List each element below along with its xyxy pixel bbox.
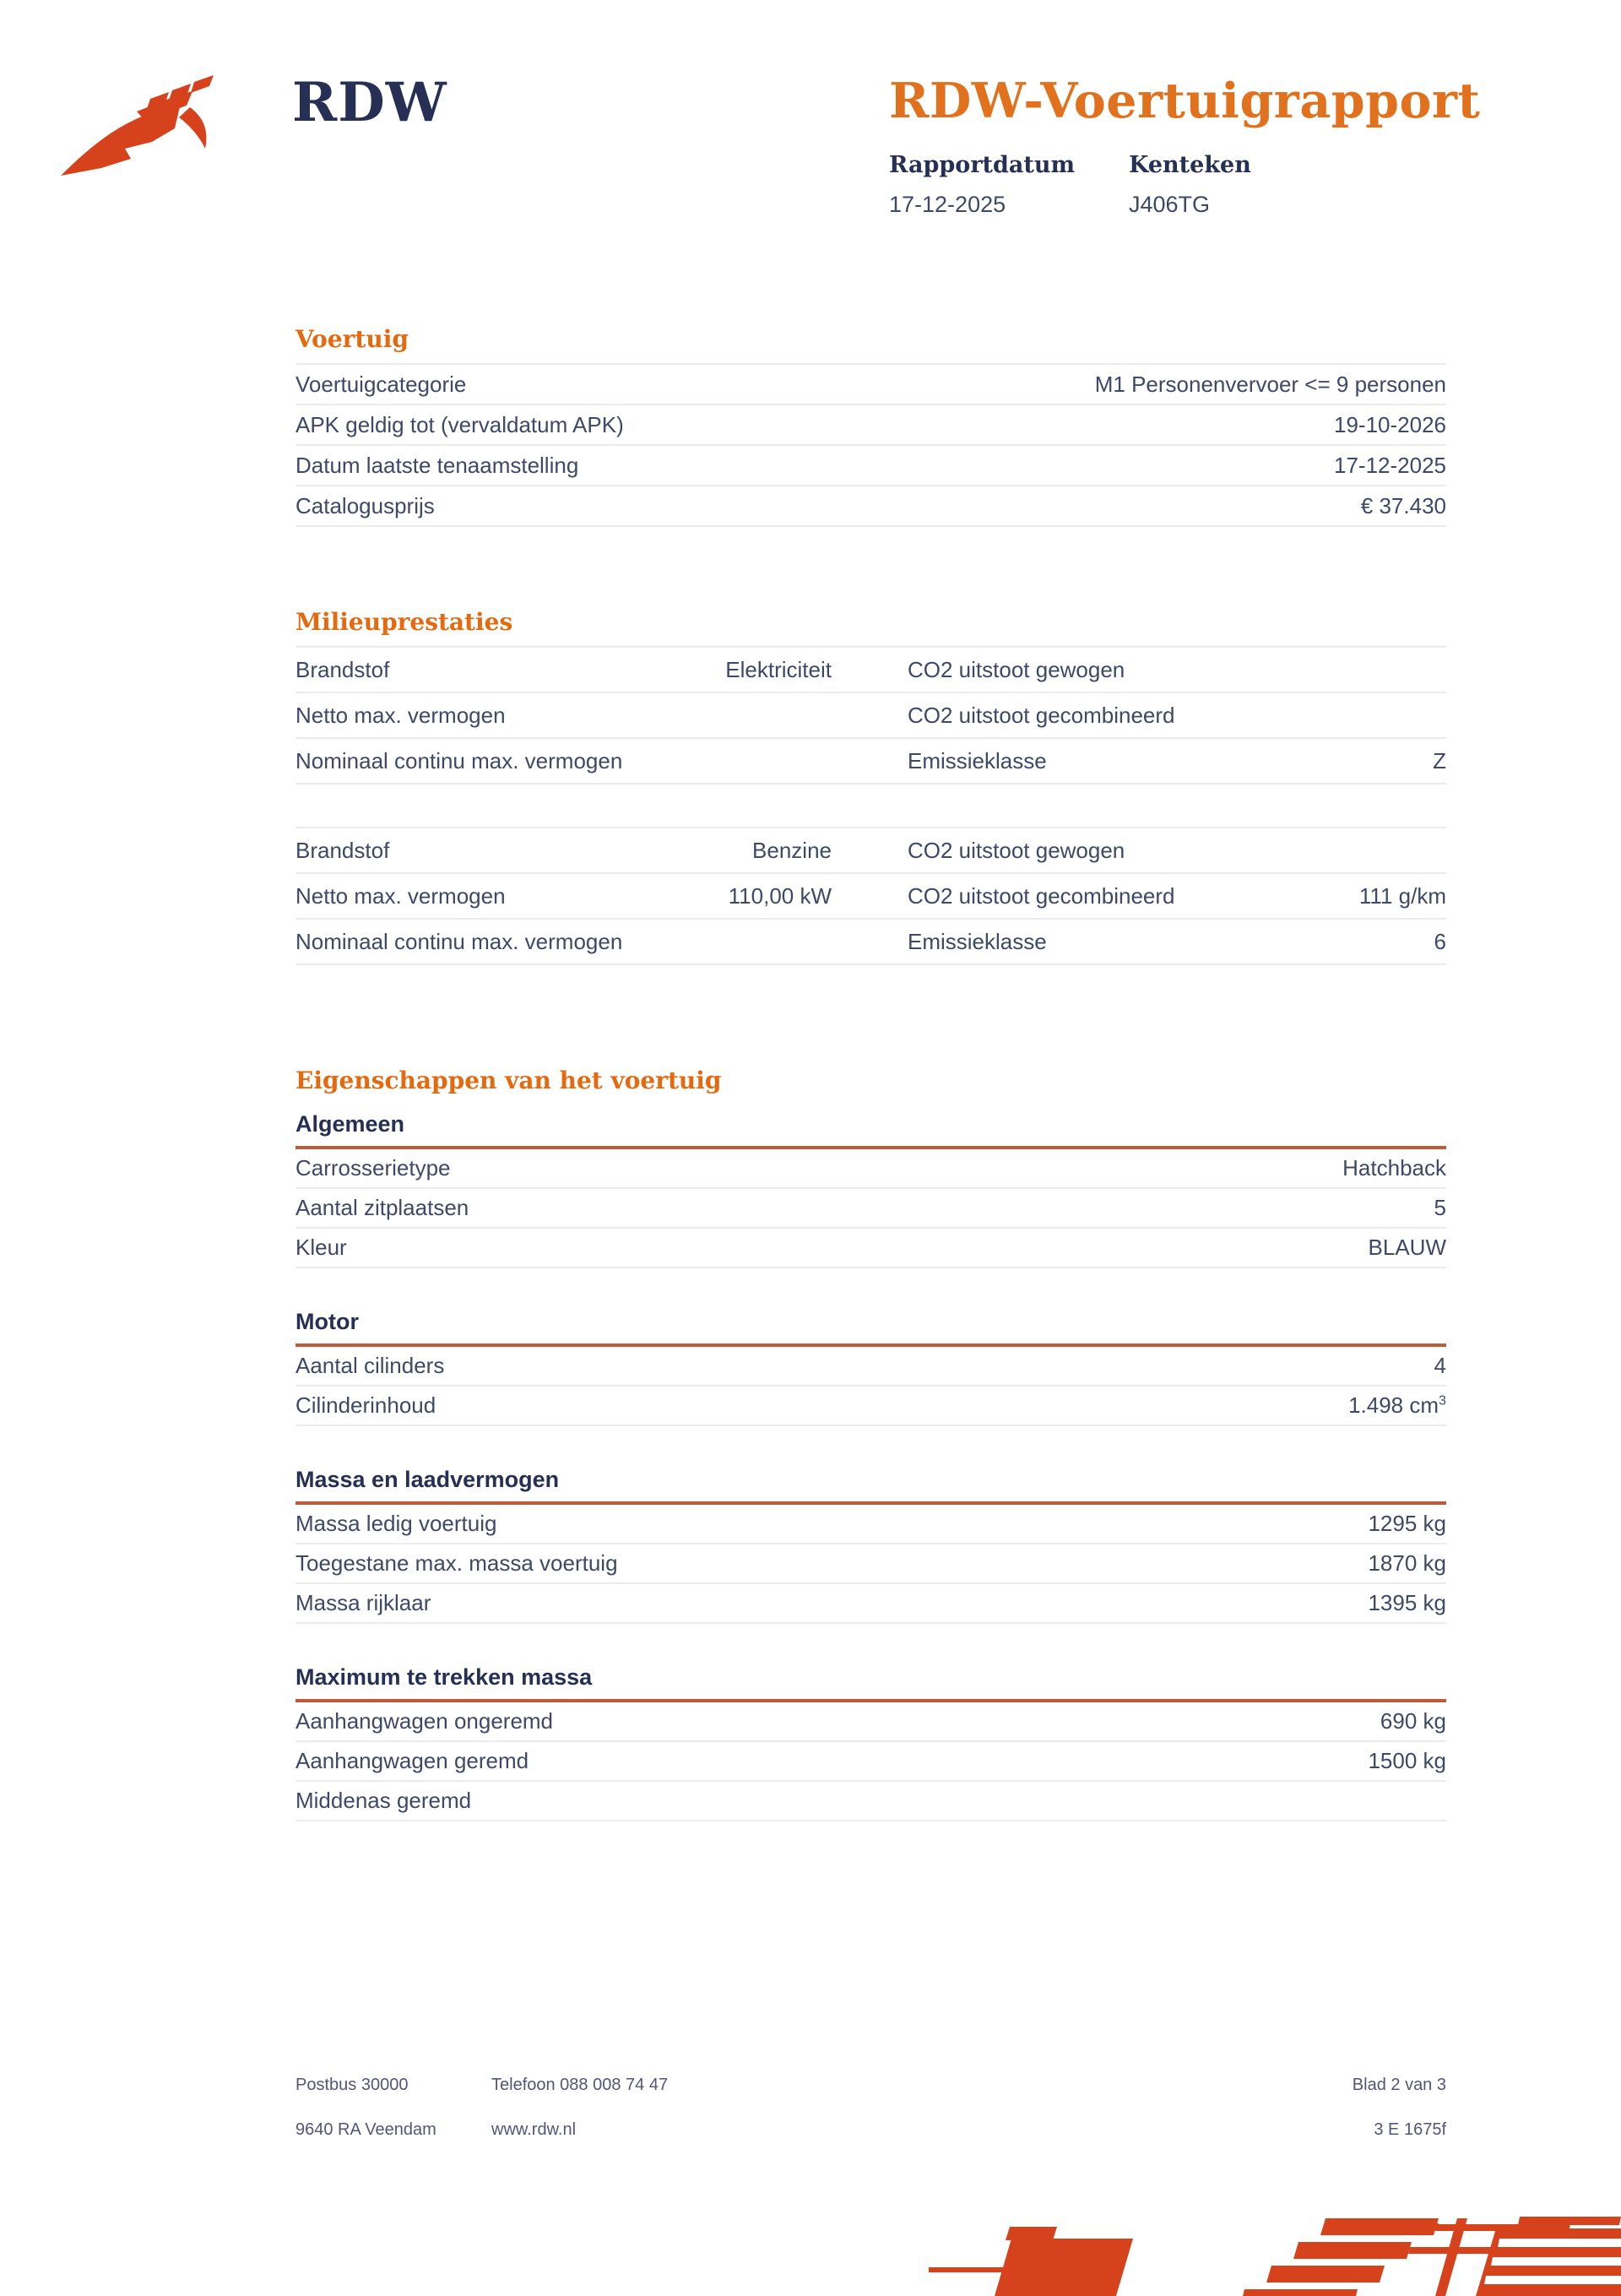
row-label: Nominaal continu max. vermogen: [295, 747, 623, 773]
subsection-title: Motor: [295, 1309, 359, 1334]
table-row: [295, 1189, 1446, 1229]
row-label: Massa ledig voertuig: [295, 1511, 497, 1536]
row-label: Brandstof: [295, 837, 390, 863]
table-row: [295, 1782, 1446, 1821]
row-value: 111 g/km: [1358, 882, 1446, 909]
report-date-label: Rapportdatum: [889, 152, 1076, 179]
row-value: 6: [1434, 928, 1446, 954]
row-label: Massa rijklaar: [295, 1590, 431, 1615]
footer-website: www.rdw.nl: [491, 2120, 577, 2139]
row-label: Netto max. vermogen: [295, 702, 506, 728]
license-plate-label: Kenteken: [1129, 152, 1251, 179]
row-value: Benzine: [752, 837, 832, 863]
row-value: 4: [1434, 1353, 1446, 1378]
row-value: Z: [1433, 747, 1446, 773]
section-title-milieuprestaties: Milieuprestaties: [295, 608, 513, 636]
row-value: 5: [1434, 1195, 1446, 1220]
row-label: APK geldig tot (vervaldatum APK): [295, 411, 624, 437]
section-voertuig: [295, 325, 1446, 527]
table-row: [295, 1387, 1446, 1426]
row-label: Middenas geremd: [295, 1788, 472, 1813]
row-value: [1348, 1392, 1446, 1419]
row-label: Carrosserietype: [295, 1155, 451, 1181]
table-row: [295, 1505, 1446, 1544]
table-row: [295, 1149, 1446, 1189]
row-value: BLAUW: [1368, 1235, 1446, 1260]
table-row: [295, 1544, 1446, 1584]
footer-page-info: Blad 2 van 3: [1352, 2076, 1446, 2094]
value-text: 1.498 cm: [1348, 1392, 1439, 1418]
footer-doc-code: 3 E 1675f: [1374, 2120, 1446, 2139]
row-value: € 37.430: [1360, 492, 1446, 518]
row-value: 1295 kg: [1368, 1511, 1446, 1536]
row-label: Emissieklasse: [908, 928, 1047, 954]
row-label: Datum laatste tenaamstelling: [295, 452, 579, 478]
subsection-title: Massa en laadvermogen: [295, 1467, 560, 1492]
section-title-eigenschappen: Eigenschappen van het voertuig: [295, 1067, 722, 1094]
row-label: Aantal cilinders: [295, 1353, 445, 1378]
milieu-table-electric: [295, 646, 1446, 784]
subsection-trekken: [295, 1664, 1446, 1821]
subsection-motor: [295, 1309, 1446, 1426]
table-row: [295, 405, 1446, 446]
row-label: CO2 uitstoot gewogen: [908, 837, 1125, 863]
row-label: CO2 uitstoot gecombineerd: [908, 882, 1175, 909]
row-label: Kleur: [295, 1235, 347, 1260]
algemeen-table: [295, 1149, 1446, 1268]
row-label: Aanhangwagen ongeremd: [295, 1708, 554, 1734]
milieu-table-petrol: [295, 827, 1446, 965]
page-title: RDW-Voertuigrapport: [889, 73, 1481, 129]
row-label: Catalogusprijs: [295, 492, 435, 518]
subsection-massa: [295, 1467, 1446, 1624]
footer-address-line2: 9640 RA Veendam: [295, 2120, 436, 2139]
row-value: 1395 kg: [1368, 1590, 1446, 1615]
row-label: Emissieklasse: [908, 747, 1047, 773]
trekken-table: [295, 1702, 1446, 1821]
massa-table: [295, 1505, 1446, 1624]
motor-table: [295, 1347, 1446, 1426]
table-row: [295, 1742, 1446, 1782]
rdw-wing-icon: [52, 68, 263, 186]
table-row: [295, 446, 1446, 486]
row-value: 19-10-2026: [1334, 411, 1446, 437]
value-superscript: 3: [1439, 1392, 1446, 1409]
row-value: 1500 kg: [1368, 1748, 1446, 1773]
voertuig-table: [295, 363, 1446, 527]
table-row: [295, 693, 1446, 739]
row-value: Elektriciteit: [725, 656, 832, 682]
table-row: [295, 486, 1446, 527]
table-row: [295, 648, 1446, 693]
footer-phone: Telefoon 088 008 74 47: [491, 2076, 669, 2094]
section-milieuprestaties: [295, 608, 1446, 965]
table-row: [295, 1229, 1446, 1268]
row-label: CO2 uitstoot gecombineerd: [908, 702, 1175, 728]
row-label: CO2 uitstoot gewogen: [908, 656, 1125, 682]
row-value: Hatchback: [1342, 1155, 1446, 1181]
page-footer: [295, 2076, 1446, 2140]
subsection-title: Algemeen: [295, 1111, 405, 1137]
row-value: 17-12-2025: [1334, 452, 1446, 478]
row-label: Netto max. vermogen: [295, 882, 506, 909]
report-body: [295, 0, 1446, 1821]
table-row: [295, 828, 1446, 874]
table-row: [295, 920, 1446, 965]
rdw-wordmark: RDW: [292, 71, 447, 134]
row-label: Aanhangwagen geremd: [295, 1748, 529, 1773]
row-label: Aantal zitplaatsen: [295, 1195, 469, 1220]
row-value: 690 kg: [1380, 1708, 1446, 1734]
footer-address-line1: Postbus 30000: [295, 2076, 409, 2094]
row-label: Cilinderinhoud: [295, 1392, 436, 1418]
footer-grid: [295, 2076, 1446, 2140]
license-plate-value: J406TG: [1129, 192, 1211, 218]
row-value: 110,00 kW: [728, 882, 832, 909]
table-row: [295, 1347, 1446, 1387]
row-value: M1 Personenvervoer <= 9 personen: [1094, 371, 1446, 397]
section-title-voertuig: Voertuig: [295, 325, 409, 353]
table-row: [295, 1702, 1446, 1742]
subsection-title: Maximum te trekken massa: [295, 1664, 593, 1690]
table-row: [295, 739, 1446, 784]
rdw-stripes-graphic: [929, 2212, 1621, 2296]
section-eigenschappen: [295, 1067, 1446, 1821]
table-row: [295, 874, 1446, 920]
subsection-algemeen: [295, 1111, 1446, 1268]
report-date-value: 17-12-2025: [889, 192, 1006, 218]
table-row: [295, 1584, 1446, 1624]
row-label: Toegestane max. massa voertuig: [295, 1550, 618, 1576]
row-label: Voertuigcategorie: [295, 371, 467, 397]
row-label: Nominaal continu max. vermogen: [295, 928, 623, 954]
row-value: 1870 kg: [1368, 1550, 1446, 1576]
table-row: [295, 365, 1446, 405]
row-label: Brandstof: [295, 656, 390, 682]
